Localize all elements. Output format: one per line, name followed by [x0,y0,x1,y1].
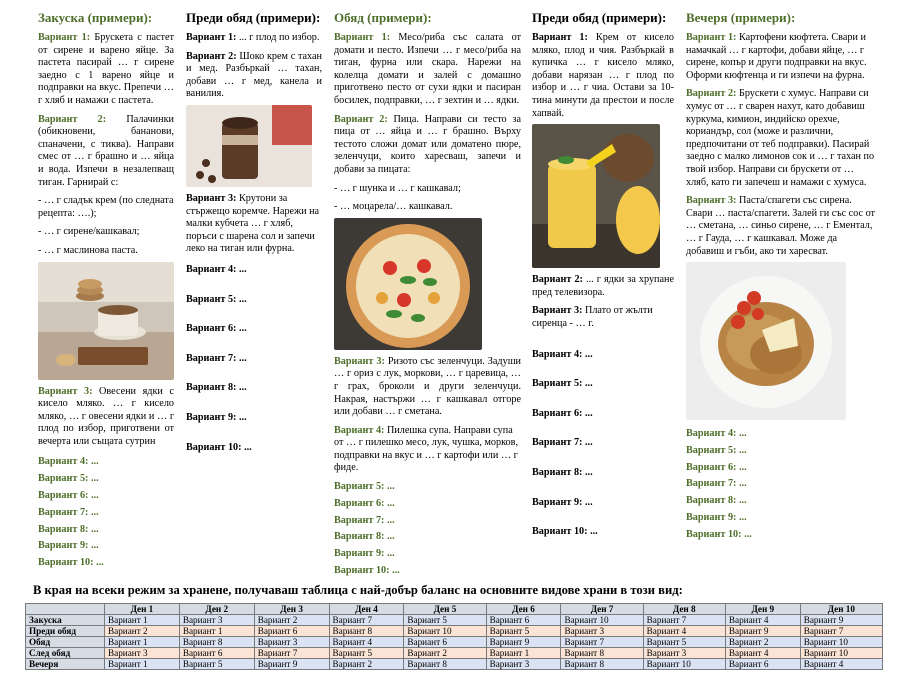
table-cell: Вариант 8 [561,659,643,670]
table-cell: Вариант 2 [329,659,404,670]
variant-item: Вариант 8: ... [334,531,395,543]
table-cell: Вариант 3 [254,637,329,648]
breakfast-variant-1: Вариант 1: Брускета с пастет от сирене и варено яйце. За пастета пасирай … г сирене заедно с 1 варено яйце и подправки на вкус. Препечи … г хляб и намажи с пастета. [38,32,174,106]
table-summary-caption: В края на всеки режим за хранене, получаваш таблица с най-добър баланс на основните видове храни в този вид: [33,583,683,597]
table-row [26,637,883,648]
variant-item: Вариант 9: ... [38,540,99,552]
table-cell: Вариант 1 [486,648,561,659]
spaghetti-photo [686,262,846,420]
table-cell: Вариант 1 [105,615,180,626]
table-header-day: Ден 7 [561,604,643,615]
lunch-variant-3: Вариант 3: Ризото със зеленчуци. Задуши … г ориз с лук, моркови, … г царевица, … г грах, броколи и други зеленчуци. Накрая, настържи … г кашкавал отгоре или добави … г сметана. [334,355,521,418]
variant-item: Вариант 9: ... [532,496,593,508]
heading-snack-1: Преди обяд (примери): [186,10,321,25]
row-label: След обяд [26,648,105,659]
snack2-variant-3: Вариант 3: Плато от жълти сиренца - … г. [532,305,653,329]
snack1-variant-list [186,264,322,454]
table-cell: Вариант 5 [486,626,561,637]
variant-item: Вариант 7: ... [186,352,247,364]
variant-item: Вариант 4: ... [186,263,247,275]
lunch-variant-2: Вариант 2: Пица. Направи си тесто за пица от … яйца и … г брашно. Върху тестото сложи домат или доматено пюре, зеленчуци, които харесваш, запечи и добави за пицата: [334,113,521,175]
variant-item: Вариант 10: ... [686,528,752,540]
variant-item: Вариант 4: ... [686,428,747,440]
dinner-variant-3: Вариант 3: Паста/спагети със сирена. Свари … паста/спагети. Залей ги със сос от … сметана, … синьо сирене, … г Ементал, … г Гауда, … г кашкавал. Може да добавиш и гъби, ако ти харесват. [686,195,876,257]
table-cell: Вариант 7 [800,626,882,637]
table-cell: Вариант 3 [179,615,254,626]
coffee-and-cookies-photo [38,262,174,380]
table-cell: Вариант 2 [404,648,486,659]
lunch-variant-list [334,481,521,578]
variant-item: Вариант 7: ... [334,514,395,526]
table-cell: Вариант 6 [179,648,254,659]
bullet-item: - … г сирене/кашкавал; [38,226,140,238]
breakfast-variant-2: Вариант 2: Палачинки (обикновени, бананови, спаначени, с тиква). Направи смес от … г брашно и … яйца и вода. Изпечи в незалепващ тиган. Гарнирай с: [38,113,174,188]
chocolate-cream-photo [186,105,312,187]
table-cell: Вариант 5 [643,637,725,648]
table-header-day: Ден 9 [725,604,800,615]
table-header-row [26,604,883,615]
variant-item: Вариант 6: ... [38,490,99,502]
variant-item: Вариант 4: ... [38,456,99,468]
table-cell: Вариант 2 [725,637,800,648]
snack1-variant-1: Вариант 1: ... г плод по избор. [186,32,320,43]
variant-item: Вариант 5: ... [532,378,593,390]
table-header-day: Ден 8 [643,604,725,615]
table-cell: Вариант 7 [561,637,643,648]
table-cell: Вариант 5 [404,615,486,626]
table-header-day: Ден 6 [486,604,561,615]
table-cell: Вариант 1 [179,626,254,637]
snack2-variant-1: Вариант 1: Крем от кисело мляко, плод и чия. Разбъркай в купичка … г кисело мляко, добави нарязан … г плод по избор и … г чиа. Остави за 10-тина минути да престои и после хапвай. [532,32,674,119]
table-cell: Вариант 2 [105,626,180,637]
table-row [26,648,883,659]
table-row [26,615,883,626]
table-cell: Вариант 9 [725,626,800,637]
variant-item: Вариант 5: ... [334,481,395,493]
variant-item: Вариант 6: ... [532,407,593,419]
variant-item: Вариант 5: ... [38,473,99,485]
snack2-variant-list [532,349,674,539]
table-cell: Вариант 1 [105,659,180,670]
variant-item: Вариант 10: ... [38,557,104,569]
column-snack-2 [532,10,674,556]
table-cell: Вариант 8 [561,648,643,659]
variant-item: Вариант 7: ... [532,437,593,449]
column-lunch [334,10,521,582]
table-cell: Вариант 8 [329,626,404,637]
mango-smoothie-photo [532,124,660,268]
snack2-variant-2: Вариант 2: ... г ядки за хрупане пред телевизора. [532,274,674,298]
table-cell: Вариант 10 [404,626,486,637]
table-cell: Вариант 4 [643,626,725,637]
snack1-variant-2: Вариант 2: Шоко крем с тахан и мед. Разбъркай … тахан, добави … г мед, канела и ванилия. [186,50,322,100]
table-cell: Вариант 5 [179,659,254,670]
variant-item: Вариант 6: ... [334,497,395,509]
table-cell: Вариант 8 [179,637,254,648]
table-cell: Вариант 3 [486,659,561,670]
heading-snack-2: Преди обяд (примери): [532,10,667,25]
table-cell: Вариант 3 [643,648,725,659]
variant-item: Вариант 5: ... [686,444,747,456]
bullet-item: - … г шунка и … г кашкавал; [334,182,461,194]
variant-item: Вариант 6: ... [686,461,747,473]
table-header-day: Ден 1 [105,604,180,615]
dinner-variant-list [686,428,876,541]
bullet-item: - … г сладък крем (по следната рецепта: ….); [38,195,174,219]
table-cell: Вариант 10 [561,615,643,626]
table-cell: Вариант 8 [404,659,486,670]
bullet-item: - … г маслинова паста. [38,244,138,256]
table-cell: Вариант 6 [725,659,800,670]
bullet-item: - … моцарела/… кашкавал. [334,201,453,213]
row-label: Обяд [26,637,105,648]
variant-item: Вариант 9: ... [686,512,747,523]
row-label: Вечеря [26,659,105,670]
variant-item: Вариант 9: ... [334,548,395,560]
breakfast-variant-list [38,456,174,569]
variant-item: Вариант 7: ... [38,506,99,518]
snack1-variant-3: Вариант 3: Крутони за стържещо коремче. Нарежи на малки кубчета … г хляб, поръси с шарена сол и запечи леко на тиган или фурна. [186,192,320,255]
table-cell: Вариант 9 [486,637,561,648]
lunch-variant-1: Вариант 1: Месо/риба със салата от домати и песто. Изпечи … г месо/риба на тиган, фурна или скара. Нарежи на колелца домати и залей с домашно приготвено песто от сухи ядки и пасиран босилек, подправки, … г зехтин и … ядки. [334,32,521,106]
dinner-variant-2: Вариант 2: Брускети с хумус. Направи си хумус от … г сварен нахут, като добавиш куркума, кимион, индийско орехче, кориандър, сол (може и различни, предпочитани от теб подправки). Пасирай заедно с малко лимонов сок и … г тахан по твой избор. Направи си брускети от … хляб, като ги запечеш и намажи с хумуса. [686,88,875,188]
table-cell: Вариант 6 [486,615,561,626]
lunch-variant-4: Вариант 4: Пилешка супа. Направи супа от … г пилешко месо, лук, чушка, морков, подправки на вкус и … г картофи или … г фиде. [334,424,518,474]
table-cell: Вариант 4 [725,615,800,626]
variant-item: Вариант 10: ... [186,441,252,453]
heading-dinner: Вечеря (примери): [686,10,796,25]
table-header-day: Ден 3 [254,604,329,615]
table-cell: Вариант 10 [643,659,725,670]
variant-item: Вариант 8: ... [532,466,593,478]
meal-plan-table [25,603,883,670]
table-cell: Вариант 1 [105,637,180,648]
pizza-photo [334,218,482,350]
variant-item: Вариант 8: ... [686,495,747,507]
variant-item: Вариант 4: ... [532,348,593,360]
table-header-day: Ден 4 [329,604,404,615]
table-cell: Вариант 6 [254,626,329,637]
variant-item: Вариант 8: ... [186,382,247,394]
table-cell: Вариант 3 [105,648,180,659]
table-row [26,659,883,670]
table-cell: Вариант 7 [254,648,329,659]
table-row [26,626,883,637]
table-cell: Вариант 4 [329,637,404,648]
row-label: Закуска [26,615,105,626]
table-cell: Вариант 4 [800,659,882,670]
heading-lunch: Обяд (примери): [334,10,432,25]
table-cell: Вариант 5 [329,648,404,659]
table-header-day: Ден 10 [800,604,882,615]
table-cell: Вариант 2 [254,615,329,626]
breakfast-variant-3: Вариант 3: Овесени ядки с кисело мляко. … г кисело мляко, … г овесени ядки и … г плод по избор, приготвени от вечерта или същата сутрин [38,385,174,447]
table-cell: Вариант 3 [561,626,643,637]
variant-item: Вариант 8: ... [38,523,99,535]
table-cell: Вариант 7 [643,615,725,626]
table-header-day: Ден 5 [404,604,486,615]
variant-item: Вариант 10: ... [532,526,598,538]
heading-breakfast: Закуска (примери): [38,10,153,25]
variant-item: Вариант 6: ... [186,323,247,335]
column-snack-1 [186,10,322,471]
variant-item: Вариант 10: ... [334,564,400,576]
table-cell: Вариант 9 [800,615,882,626]
dinner-variant-1: Вариант 1: Картофени кюфтета. Свари и намачкай … г картофи, добави яйце, … г сирене, копър и други подправки на вкус. Оформи кюфтенца и ги изпечи на фурна. [686,32,867,81]
table-header-corner [26,604,105,615]
variant-item: Вариант 7: ... [686,478,747,490]
table-cell: Вариант 10 [800,637,882,648]
table-cell: Вариант 4 [725,648,800,659]
table-cell: Вариант 6 [404,637,486,648]
table-cell: Вариант 10 [800,648,882,659]
variant-item: Вариант 9: ... [186,411,247,423]
column-dinner [686,10,876,546]
row-label: Преди обяд [26,626,105,637]
column-breakfast [38,10,174,574]
table-header-day: Ден 2 [179,604,254,615]
table-cell: Вариант 9 [254,659,329,670]
table-cell: Вариант 7 [329,615,404,626]
variant-item: Вариант 5: ... [186,293,247,305]
